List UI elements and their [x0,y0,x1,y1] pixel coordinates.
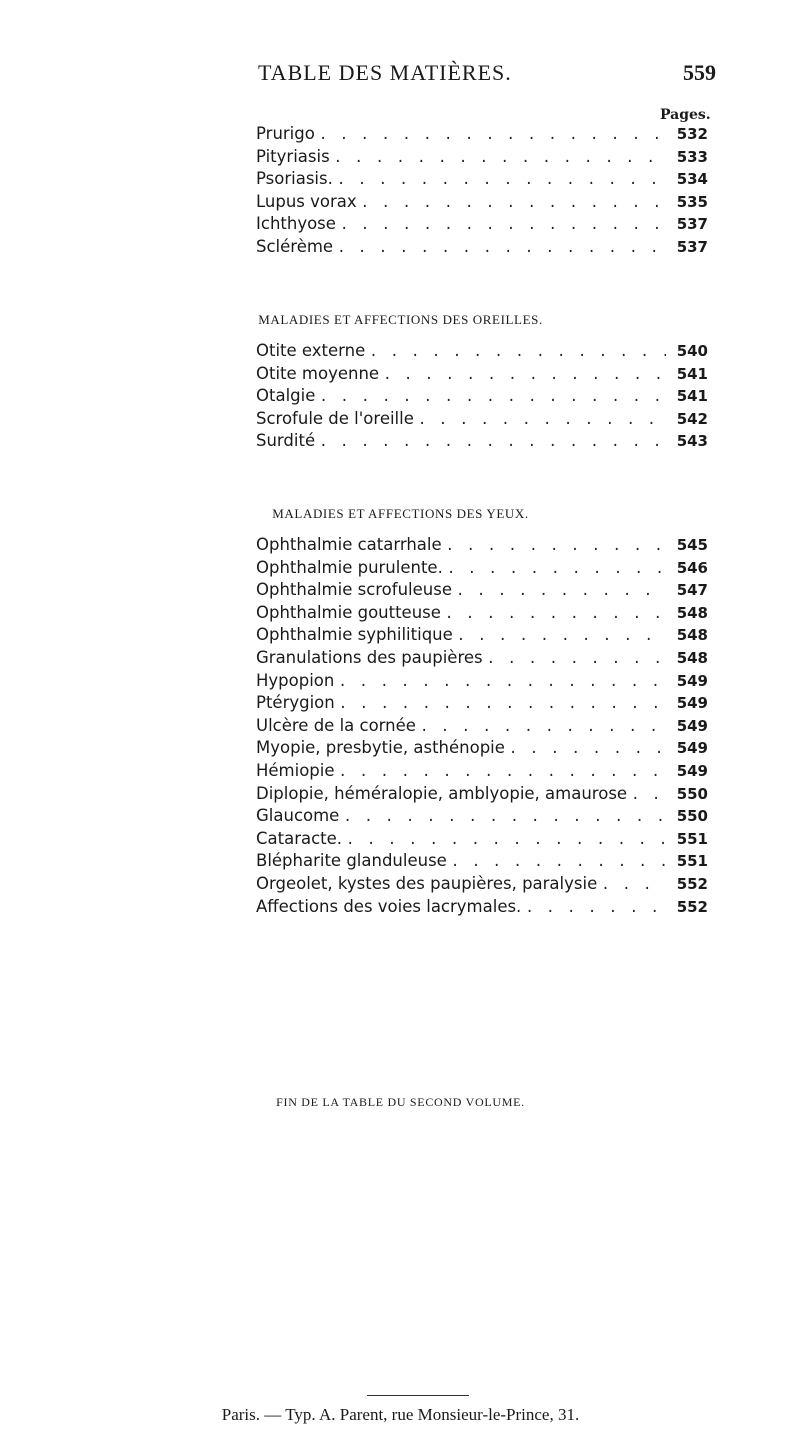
entry-title: Cataracte. [256,828,343,848]
dot-leader [339,696,666,712]
dot-leader [339,764,666,780]
toc-entry [256,341,708,364]
dot-leader [337,240,666,256]
dot-leader [451,854,666,870]
section-heading-yeux: MALADIES ET AFFECTIONS DES YEUX. [272,506,529,521]
dot-leader [334,150,666,166]
entry-title: Granulations des paupières [256,647,483,667]
entry-title: Lupus vorax [256,191,357,211]
dot-leader [487,651,666,667]
entry-page: 551 [676,829,708,848]
dot-leader [343,809,666,825]
toc-entry [256,431,708,454]
toc-entry [256,237,708,260]
toc-entry [256,806,708,829]
entry-page: 549 [676,694,708,713]
entry-page: 541 [676,364,708,383]
entry-page: 549 [676,671,708,690]
entry-page: 545 [676,536,708,554]
running-title: TABLE DES MATIÈRES. [258,60,512,85]
toc-entry [256,214,708,237]
entry-page: 542 [676,409,708,428]
dot-leader [418,412,666,428]
entry-page: 541 [676,387,708,406]
toc-group-yeux [256,535,708,919]
dot-leader [383,367,666,383]
dot-leader [601,877,666,893]
entry-page: 534 [676,170,708,189]
toc-group-oreilles [256,341,708,454]
toc-entry [256,580,708,603]
entry-page: 550 [676,784,708,803]
pages-column-label: Pages. [660,107,711,123]
entry-page: 548 [676,648,708,667]
entry-title: Ophthalmie syphilitique [256,625,453,645]
dot-leader [445,606,666,622]
dot-leader [447,561,666,577]
entry-page: 547 [676,581,708,600]
entry-page: 548 [676,603,708,622]
entry-page: 549 [676,716,708,735]
entry-page: 549 [676,739,708,758]
entry-page: 543 [676,432,708,451]
entry-title: Pityriasis [256,146,330,166]
toc-entry [256,558,708,581]
toc-entry [256,716,708,739]
entry-title: Myopie, presbytie, asthénopie [256,738,505,758]
entry-title: Otalgie [256,386,316,406]
entry-page: 548 [676,626,708,645]
dot-leader [457,628,666,644]
page-number: 559 [683,60,716,85]
entry-page: 533 [676,147,708,166]
entry-title: Ichthyose [256,214,336,234]
toc-entry [256,364,708,387]
toc-entry [256,648,708,671]
entry-page: 537 [676,237,708,256]
entry-page: 550 [676,807,708,826]
entry-title: Diplopie, héméralopie, amblyopie, amaurose [256,783,628,803]
entry-title: Psoriasis. [256,169,333,189]
dot-leader [456,583,666,599]
dot-leader [337,172,666,188]
toc-entry [256,761,708,784]
entry-title: Affections des voies lacrymales. [256,896,522,916]
toc-group-skin [256,124,708,260]
dot-leader [525,900,666,916]
toc-entry [256,851,708,874]
entry-page: 540 [676,342,708,360]
dot-leader [361,195,666,211]
dot-leader [340,217,666,233]
entry-title: Ulcère de la cornée [256,715,416,735]
dot-leader [631,787,666,803]
entry-page: 552 [676,897,708,916]
toc-entry [256,897,708,920]
entry-title: Prurigo [256,124,315,143]
entry-title: Otite moyenne [256,363,380,383]
entry-page: 552 [676,874,708,893]
toc-entry [256,535,708,558]
dot-leader [319,434,666,450]
entry-title: Orgeolet, kystes des paupières, paralysie [256,873,598,893]
toc-entry [256,147,708,170]
dot-leader [509,741,666,757]
entry-page: 549 [676,761,708,780]
toc-entry [256,124,708,147]
entry-title: Ophthalmie scrofuleuse [256,580,452,600]
toc-entry [256,192,708,215]
entry-page: 532 [676,125,708,143]
entry-page: 535 [676,192,708,211]
entry-page: 546 [676,558,708,577]
toc-entry [256,409,708,432]
entry-page: 551 [676,852,708,871]
dot-leader [446,538,666,554]
toc-entry [256,603,708,626]
end-of-table-note: FIN DE LA TABLE DU SECOND VOLUME. [276,1095,525,1109]
toc-entry [256,829,708,852]
entry-title: Scrofule de l'oreille [256,408,414,428]
entry-title: Ptérygion [256,693,335,713]
dot-leader [369,344,666,360]
toc-entry [256,386,708,409]
dot-leader [319,127,666,143]
toc-entry [256,738,708,761]
entry-title: Hémiopie [256,760,335,780]
printer-imprint: Paris. — Typ. A. Parent, rue Monsieur-le-Prince, 31. [221,1405,580,1424]
entry-title: Ophthalmie purulente. [256,557,443,577]
entry-title: Ophthalmie catarrhale [256,535,442,554]
dot-leader [420,719,666,735]
dot-leader [319,389,666,405]
toc-entry [256,874,708,897]
entry-title: Hypopion [256,670,335,690]
toc-entry [256,625,708,648]
toc-entry [256,671,708,694]
entry-title: Ophthalmie goutteuse [256,602,441,622]
imprint-rule [367,1395,469,1396]
toc-entry [256,784,708,807]
toc-entry [256,169,708,192]
section-heading-oreilles: MALADIES ET AFFECTIONS DES OREILLES. [258,312,543,327]
dot-leader [338,674,666,690]
toc-entry [256,693,708,716]
entry-title: Glaucome [256,806,340,826]
entry-page: 537 [676,215,708,234]
entry-title: Surdité [256,431,316,451]
entry-title: Sclérème [256,236,334,256]
entry-title: Otite externe [256,341,366,360]
dot-leader [346,832,666,848]
entry-title: Blépharite glanduleuse [256,851,447,871]
